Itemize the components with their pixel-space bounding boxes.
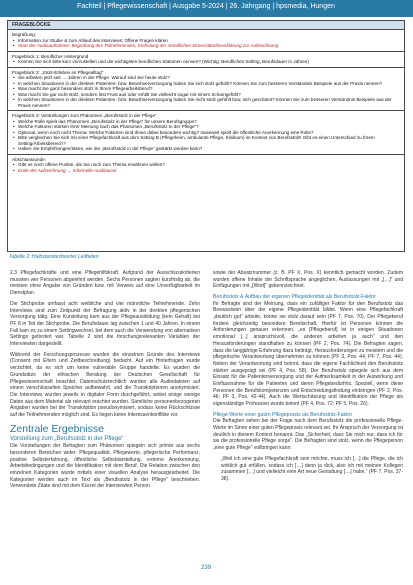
page-number: 239 xyxy=(200,565,211,571)
body-paragraph: Die Vorstellungen der Befragten zum Phänomen spiegeln sich primär aus sechs besonderen Bereichen wider: Pflegequalität, Pflegewerte, pflegerische Performanz, positive Selbsterfahrung, öffentliche Selbstdarstellung, externe Anerkennung, Arbeitsbedingungen und die Identifikation mit dem Beruf. Die Relation zwischen den einzelnen Kategorien wurde mittels einer visuellen Analyse herausgearbeitet. Die Kategorien werden auch im Text als „Berufsstolz in der Pflege“ beschrieben. Verwendete Zitate sind mit dem Kürzel der Interviewten Person xyxy=(10,443,200,490)
bullet-icon: • xyxy=(13,135,15,140)
item-text: Welche Faktoren stärken Ihrer Meinung nach das Phänomen „Berufsstolz in der Pflege“? xyxy=(18,124,199,129)
bullet-icon: • xyxy=(13,118,15,124)
body-paragraph: Die Befragten sehen bei der Frage nach dem Berufsstolz die professionelle Pflege-Werte im Sinne einer guten Pflegepraxis relevant sei. Ihr Anspruch der Versorgung ist deutlich in diesem Kontext benannt. Das „Sicherheit, dass Sie mich nur, dass ich für sie die professionelle Pflege sorge“. Die Befragten sind stolz, wenn die Pflegeperson „eine gute Pflege“ vollbringen kann: xyxy=(213,418,403,452)
section-heading: Zentrale Ergebnisse xyxy=(10,422,104,435)
section-title: Frageblock 1: Beruflicher Hintergrund xyxy=(12,53,89,59)
bullet-icon: • xyxy=(13,80,15,86)
section-item xyxy=(12,146,400,152)
bullet-icon: • xyxy=(13,75,15,80)
item-text: Optional, wenn noch nicht Thema: Welche Faktoren sind Ihnen dabei besonders wichtig? Inwieweit spielt die öffentliche Anerkennung eine Rolle? xyxy=(18,129,314,135)
bullet-icon: • xyxy=(13,43,15,48)
item-text: In welchen Situationen in der direkten Patienten- bzw. Bewohnerversorgung haben Sie nicht stolz gefühlt bzw. sich geschämt? Können Sie zum besseren Verständnis Beispiele aus der Praxis nennen? xyxy=(18,97,392,108)
section-item xyxy=(12,97,400,108)
bullet-icon: • xyxy=(13,91,15,97)
item-text: Start der Audioaufnahme: Begrüßung des Teilnehmenden, Einholung der mündlichen Einverständniserklärung zur Aufzeichnung xyxy=(18,43,279,48)
bullet-icon: • xyxy=(13,162,15,167)
header-band xyxy=(0,0,413,17)
table-section xyxy=(8,111,404,155)
interview-guide-table xyxy=(7,20,405,252)
item-text: Haben Sie Empfehlungen/Ideen, wie der „Berufsstolz in der Pflege“ gestärkt werden kann? xyxy=(18,146,203,151)
item-text: Gibt es noch offene Punkte, die Sie noch zum Thema erwähnen wollen? xyxy=(18,162,165,167)
section-item xyxy=(12,168,400,174)
section-title: Frageblock 3: Vorstellungen zum Phänomen „Berufsstolz in der Pflege“ xyxy=(12,113,157,118)
bullet-icon: • xyxy=(13,146,15,151)
section-item xyxy=(12,135,400,146)
body-paragraph: Während der Forschungsprozesse wurden die einzelnen Gründe des Interviews (Consent mit Eltern und Zeitbeschreibung) bedacht. Auf ein Hinterfragen wurde verzichtet, da es sich um keine vulnerable Gruppe handelte. Es wurden die Grundsätze der ethischen Beratung der Deutschen Gesellschaft für Pflegewissenschaft beachtet. Datenschutzrechtlich wurden alle Audiodateien auf einem verschlüsselten Speicher aufbewahrt, und die Transkriptionen anonymisiert. Die Interviews wurden jeweils in digitaler Form durchgeführt, wobei einige wenige Daten aus dem Material als relevant erachtet wurden. Sämtliche personenbezogenen Angaben wurden bei der Transkription pseudonymisiert, sodass keine Rückschlüsse auf die Teilnehmenden möglich sind. Es liegen keine Interessenkonflikte vor. xyxy=(10,351,200,419)
item-text: In welchen Situationen in der direkten Patienten- bzw. Bewohnerversorgung haben Sie sich stolz gefühlt? Können Sie zum besseren Verständnis Beispiele aus der Praxis nennen? xyxy=(18,80,383,86)
item-text: Was macht Sie ganz besonders stolz in Ihrem Pflegearbeitsberuf? xyxy=(18,86,153,91)
subsection-heading: Berufsstolz & Aufbau der eigenen Pflegeidentität als Berufsstolz-Faktor xyxy=(213,294,376,301)
subsection-heading: Pflege-Werte einer guten Pflegepraxis als Berufsstolz-Faktor xyxy=(213,411,353,418)
table-heading: FRAGEBLÖCKE xyxy=(8,21,404,30)
table-section xyxy=(8,30,404,52)
body-paragraph: sowie der Absatznummer (z. B. PF X, Pos. X) kenntlich gemacht worden. Zudem wurden offene Inhalte der Schriftsprache angeglichen, Auslassungen mit „[…]“ und Einfügungen mit „[Wort]“ gekennzeichnet. xyxy=(213,270,403,290)
body-paragraph: Die Stichprobe umfasst acht weibliche und vier männliche Teilnehmende. Zehn Interviews sind zum Zeitpunkt der Befragung aktiv in der direkten pflegerischen Versorgung tätig. Eine Kursleitung kam aus der Pflegeausbildung (kein Gehalt) bei PF 8 in Teil der Stichprobe. Die Berufsdauer lag zwischen 1 und 40 Jahren. In einem Fall kam es zu einem Settingwechsel, bei dem auch die Verwendung von alternativen Settings gefordert war. Tabelle 2 sind die forschungsrelevanten Variablen der Interviewten dargestellt. xyxy=(10,300,200,348)
item-text: Ende der Aufzeichnung → Informelle Ausklausel xyxy=(18,167,117,173)
item-text: Welche Rolle spielt das Phänomen „Berufsstolz in der Pflege“ für unsere Berufsgruppe? xyxy=(18,118,197,124)
bullet-icon: • xyxy=(13,167,15,173)
bullet-icon: • xyxy=(13,97,15,102)
item-text: Bitte vergleichen Sie sich mit einer Pflegefachkraft aus dem Setting B (Pflegeheim, ambulante Pflege, Klinikum) im Kontext von Berufsstolz! Gibt es einen Unterschied zu Ihrem Setting/Arbeitsbereich? xyxy=(18,135,375,146)
table-section xyxy=(8,52,404,68)
running-header: Fachteil | Pflegewissenschaft | Ausgabe 5-2024 | 26. Jahrgang | hpsmedia, Hungen xyxy=(77,3,335,10)
section-item xyxy=(12,59,400,65)
item-text: Was macht Sie gar nicht stolz, sondern löst Frust aus oder erfüllt Sie vielleicht sogar mit einem Schamgefühl? xyxy=(18,91,241,97)
bullet-icon: • xyxy=(13,59,15,64)
bullet-icon: • xyxy=(13,129,15,135)
table-sections xyxy=(8,30,404,175)
right-column xyxy=(213,270,403,483)
section-title: Begrüßung: xyxy=(12,32,37,37)
item-text: Können Sie sich bitte kurz vorzustellen und die wichtigsten beruflichen Stationen nennen? (Wichtig: Berufliches Setting, Berufsdauer in Jahren) xyxy=(18,59,309,64)
left-column xyxy=(10,270,200,494)
bullet-icon: • xyxy=(13,86,15,91)
section-title: Frageblock 2: „Stolz-Erleben im Pflegealltag“ xyxy=(12,69,104,75)
table-section xyxy=(8,68,404,112)
item-text: Sie arbeiten jetzt seit … Jahren in der Pflege. Worauf sind Sie heute stolz? xyxy=(18,75,170,80)
section-item xyxy=(12,43,400,49)
item-text: Information zur Studie & zum Ablauf des Interviews; Offene Fragen klären xyxy=(18,37,168,43)
body-paragraph: Ihr Befragte sind der Meinung, dass ein zufälliger Faktor für den Berufsstolz das Bewusstsein über die eigene Pflegeidentität bildet. Wenn eine Pflegefachkraft „deutlich gut“ arbeite, könne sie stolz darauf sein (PF 7, Pos. 70). Der Pflegeberuf fordere gleichzeitig besondere Bereitschaft. Hierfür ist Personen können die Anforderungen genauer erkennen, „es [Pflegeberuf] ist in einigen Situationen emotional [...] anspruchsvoll, die anderen arbeiten ja auch“ und den Herausforderungen standhalten zu können (PF 2, Pos. 74). Die Befragten sagen, dass die langjährige Erfahrung dazu beiträgt, Herausforderungen zu meistern und die pflegerische Verantwortung übernehmen zu können (PF 3, Pos. 44; PF 7, Pos. 44). Neben der Verantwortung wird betont, dass die eigene Fachlichkeit den Berufsstolz stärker ausgeprägt sei (PF 4, Pos. 58). Der Berufsstolz spiegele sich aus dem Einsatz für die Patientenversorgung und der Aufmerksamkeit in der Auswirkung und Einflussnahme für die Patienten und deren Pflegebedürfnis. Speziell, wenn diese Personen die Berufskompetenzen und Entscheidungsfindung einbringen (PF 2, Pos. 46; PF 3, Pos. 42-44). Auch die Wertschätzung und Identifikation der Pflege als eigenständige Profession wurde betont (PF 4, Pos. 72; PF 5, Pos. 26). xyxy=(213,300,403,408)
bullet-icon: • xyxy=(13,37,15,43)
subsection-heading: Vorstellung zum „Berufsstolz in der Pflege“ xyxy=(10,435,124,442)
table-caption: Tabelle 2: Halbstandardisierter Leitfaden xyxy=(9,254,99,260)
table-section xyxy=(8,155,404,176)
body-paragraph: 2.3 Pflegefachkräfte und eine Pflegehilfskraft. Aufgrund der Ausschlusskriterien mussten vier Personen abgelehnt werden. Sechs Personen sagten kurzfristig ab, die meisten ohne Angabe von Gründen bzw. mit Verweis auf eine Unverfügbarkeit im Dienstplan. xyxy=(10,270,200,297)
bullet-icon: • xyxy=(13,124,15,129)
block-quote: „Weil ich eine gute Pflegefachkraft sein möchte, muss ich […] die Pflege, die ich wirklich gut erfüllen, sodass ich […] denn ja dick, also ich mit meinen Kollegen zusammen […] und vielleicht eine Art neue Gestaltung […] habe.“ (PF 7, Pos. 37-38). xyxy=(221,455,403,482)
section-title: Abschlussrunde: xyxy=(12,156,46,162)
